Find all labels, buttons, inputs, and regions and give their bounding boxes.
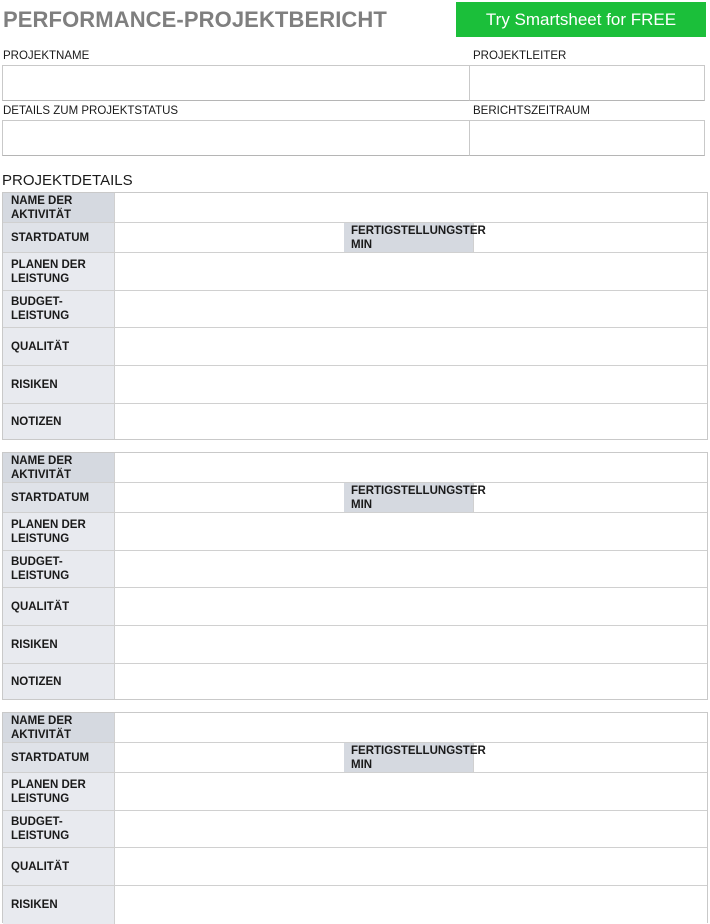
budget-performance-label: BUDGET-LEISTUNG — [3, 811, 115, 847]
risks-row — [3, 885, 707, 924]
start-date-field[interactable] — [115, 223, 344, 252]
performance-plan-field[interactable] — [115, 773, 707, 810]
report-period-label: BERICHTSZEITRAUM — [473, 105, 590, 117]
activity-name-field[interactable] — [115, 193, 707, 222]
budget-row — [3, 810, 707, 847]
activity-name-label: NAME DER AKTIVITÄT — [3, 713, 115, 742]
budget-row — [3, 550, 707, 587]
status-details-field[interactable] — [2, 120, 470, 156]
risks-label: RISIKEN — [3, 886, 115, 924]
quality-label: QUALITÄT — [3, 328, 115, 365]
notes-label: NOTIZEN — [3, 404, 115, 439]
budget-row — [3, 290, 707, 327]
project-name-field[interactable] — [2, 65, 470, 101]
notes-row — [3, 663, 707, 699]
performance-plan-field[interactable] — [115, 513, 707, 550]
activity-name-label: NAME DER AKTIVITÄT — [3, 193, 115, 222]
end-date-label: FERTIGSTELLUNGSTER MIN — [344, 483, 474, 512]
activity-name-field[interactable] — [115, 453, 707, 482]
start-date-label: STARTDATUM — [3, 223, 115, 252]
performance-plan-row — [3, 512, 707, 550]
risks-field[interactable] — [115, 886, 707, 924]
budget-performance-field[interactable] — [115, 811, 707, 847]
start-date-field[interactable] — [115, 743, 344, 772]
performance-plan-label: PLANEN DER LEISTUNG — [3, 513, 115, 550]
dates-row — [3, 742, 707, 772]
risks-label: RISIKEN — [3, 366, 115, 403]
notes-label: NOTIZEN — [3, 664, 115, 699]
start-date-label: STARTDATUM — [3, 483, 115, 512]
end-date-field[interactable] — [474, 223, 707, 252]
activity-name-row — [3, 453, 707, 482]
performance-plan-label: PLANEN DER LEISTUNG — [3, 773, 115, 810]
quality-field[interactable] — [115, 328, 707, 365]
end-date-field[interactable] — [474, 483, 707, 512]
quality-row — [3, 847, 707, 885]
performance-plan-label: PLANEN DER LEISTUNG — [3, 253, 115, 290]
project-manager-label: PROJEKTLEITER — [473, 50, 567, 62]
end-date-field[interactable] — [474, 743, 707, 772]
activity-name-field[interactable] — [115, 713, 707, 742]
notes-field[interactable] — [115, 664, 707, 699]
report-period-field[interactable] — [469, 120, 705, 156]
dates-row — [3, 222, 707, 252]
try-smartsheet-button[interactable]: Try Smartsheet for FREE — [456, 2, 706, 37]
quality-row — [3, 327, 707, 365]
budget-performance-label: BUDGET-LEISTUNG — [3, 291, 115, 327]
risks-field[interactable] — [115, 366, 707, 403]
quality-row — [3, 587, 707, 625]
end-date-label: FERTIGSTELLUNGSTER MIN — [344, 223, 474, 252]
start-date-field[interactable] — [115, 483, 344, 512]
quality-label: QUALITÄT — [3, 848, 115, 885]
notes-row — [3, 403, 707, 439]
risks-label: RISIKEN — [3, 626, 115, 663]
activity-name-label: NAME DER AKTIVITÄT — [3, 453, 115, 482]
quality-field[interactable] — [115, 588, 707, 625]
activity-name-row — [3, 193, 707, 222]
activity-block-1 — [2, 192, 708, 440]
start-date-label: STARTDATUM — [3, 743, 115, 772]
notes-field[interactable] — [115, 404, 707, 439]
activity-block-3 — [2, 712, 708, 923]
risks-row — [3, 625, 707, 663]
quality-field[interactable] — [115, 848, 707, 885]
risks-row — [3, 365, 707, 403]
activity-name-row — [3, 713, 707, 742]
performance-plan-row — [3, 252, 707, 290]
page-title: PERFORMANCE-PROJEKTBERICHT — [3, 7, 387, 32]
project-manager-field[interactable] — [469, 65, 705, 101]
budget-performance-field[interactable] — [115, 291, 707, 327]
status-details-label: DETAILS ZUM PROJEKTSTATUS — [3, 105, 179, 117]
budget-performance-field[interactable] — [115, 551, 707, 587]
performance-plan-field[interactable] — [115, 253, 707, 290]
project-details-title: PROJEKTDETAILS — [2, 172, 133, 189]
budget-performance-label: BUDGET-LEISTUNG — [3, 551, 115, 587]
activity-block-2 — [2, 452, 708, 700]
quality-label: QUALITÄT — [3, 588, 115, 625]
performance-plan-row — [3, 772, 707, 810]
dates-row — [3, 482, 707, 512]
end-date-label: FERTIGSTELLUNGSTER MIN — [344, 743, 474, 772]
risks-field[interactable] — [115, 626, 707, 663]
project-name-label: PROJEKTNAME — [3, 50, 90, 62]
